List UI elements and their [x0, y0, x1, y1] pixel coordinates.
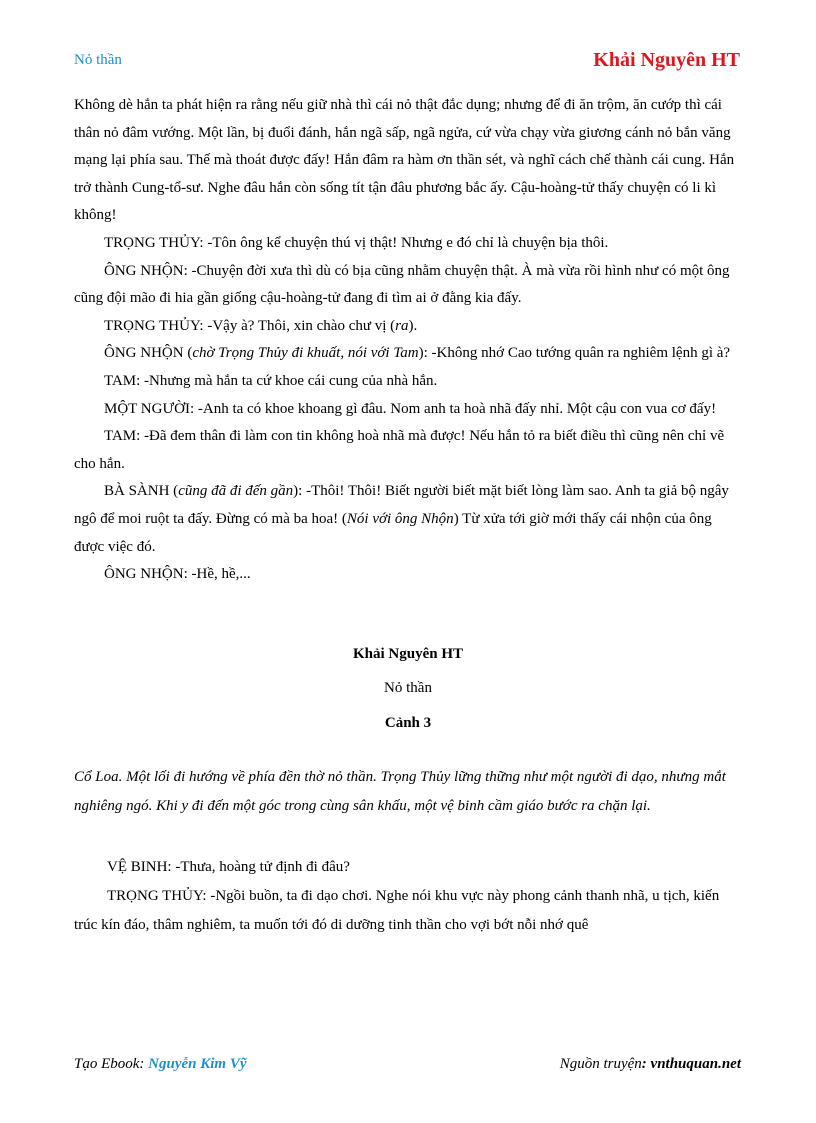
dialogue-text: ).	[408, 317, 418, 334]
footer-separator: :	[641, 1056, 651, 1072]
footer-label: Tạo Ebook	[74, 1056, 140, 1072]
footer-ebook-credit	[74, 1056, 247, 1073]
dialogue-line: TRỌNG THỦY: -Ngồi buồn, ta đi dạo chơi. Nghe nói khu vực này phong cảnh thanh nhã, u tịch, kiến trúc kín đáo, thâm nghiêm, ta muốn tới đó di dưỡng tinh thần cho vợi bớt nỗi nhớ quê	[74, 888, 720, 934]
dialogue-line: VỆ BINH: -Thưa, hoàng tử định đi đâu?	[107, 859, 350, 876]
dialogue-line: TAM: -Đã đem thân đi làm con tin không hoà nhã mà được! Nếu hắn tỏ ra biết điều thì cũng nên chỉ vẽ cho hắn.	[74, 428, 725, 472]
dialogue-stage-note: cũng đã đi đến gần	[178, 483, 294, 500]
scene-title: Cảnh 3	[384, 714, 432, 731]
footer-label: Nguồn truyện	[559, 1056, 642, 1072]
scene-author: Khải Nguyên HT	[352, 645, 464, 662]
dialogue-line: ÔNG NHỘN: -Hề, hề,...	[104, 566, 251, 583]
dialogue-text: ) Từ xửa tới giờ mới thấy cái nhộn của ông được việc đó.	[74, 510, 712, 555]
paragraph: Không dè hắn ta phát hiện ra rằng nếu giữ nhà thì cái nỏ thật đắc dụng; nhưng để đi ăn trộm, ăn cướp thì cái thân nỏ đâm vướng. Một lần, bị đuổi đánh, hắn ngã sấp, ngã ngửa, cứ vừa chạy vừa giương cánh nỏ bắn văng mạng lại phía sau. Thế mà thoát được đấy! Hắn đâm ra hàm ơn thần sét, và nghĩ cách chế thành cái cung. Hắn trở thành Cung-tổ-sư. Nghe đâu hắn còn sống tít tận đâu phương bắc ấy. Cậu-hoàng-tử thấy chuyện có li kì không!	[74, 97, 735, 224]
dialogue-line: ÔNG NHỘN: -Chuyện đời xưa thì dù có bịa cũng nhằm chuyện thật. À mà vừa rồi hình như có một ông cũng đội mão đi hia gần giống cậu-hoàng-tử đang đi tìm ai ở đằng kia đấy.	[74, 262, 730, 307]
dialogue-text: TRỌNG THỦY: -Vậy à? Thôi, xin chào chư vị (	[104, 317, 396, 334]
stage-direction: Cổ Loa. Một lối đi hướng về phía đền thờ nỏ thần. Trọng Thủy lững thững như một người đi dạo, nhưng mắt nghiêng ngó. Khi y đi đến một góc trong cùng sân khấu, một vệ binh cầm giáo bước ra chặn lại.	[74, 769, 726, 815]
dialogue-stage-note: chờ Trọng Thủy đi khuất, nói với Tam	[192, 345, 419, 362]
dialogue-stage-note: Nói với ông Nhộn	[346, 510, 454, 527]
dialogue-text: ): -Không nhớ Cao tướng quân ra nghiêm lệnh gì à?	[418, 345, 731, 362]
footer-source-credit	[560, 1056, 741, 1073]
dialogue-line: TRỌNG THỦY: -Tôn ông kể chuyện thú vị thật! Nhưng e đó chỉ là chuyện bịa thôi.	[104, 234, 609, 251]
dialogue-line: TAM: -Nhưng mà hắn ta cứ khoe cái cung của nhà hắn.	[104, 372, 438, 389]
scene-work-title: Nỏ thần	[384, 680, 432, 697]
document-body	[74, 92, 742, 940]
dialogue-line	[74, 313, 742, 341]
header-work-title: Nỏ thần	[74, 52, 122, 68]
dialogue-line	[74, 340, 742, 368]
dialogue-line: MỘT NGƯỜI: -Anh ta có khoe khoang gì đâu. Nom anh ta hoà nhã đấy nhỉ. Một cậu con vua cơ đấy!	[104, 400, 717, 417]
header-author: Khải Nguyên HT	[593, 49, 740, 71]
footer-ebook-author: Nguyễn Kim Vỹ	[148, 1056, 247, 1072]
footer-separator: :	[139, 1056, 149, 1072]
footer-source-link[interactable]: vnthuquan.net	[650, 1056, 741, 1072]
dialogue-text: ÔNG NHỘN (	[104, 345, 193, 362]
dialogue-line	[74, 478, 742, 561]
dialogue-text: BÀ SÀNH (	[104, 483, 179, 500]
dialogue-text: ): -Thôi! Thôi! Biết người biết mặt biết lòng làm sao. Anh ta giả bộ ngây ngô để moi ruột ta đấy. Đừng có mà ba hoa! (	[74, 483, 729, 527]
dialogue-stage-note: ra	[395, 317, 409, 334]
